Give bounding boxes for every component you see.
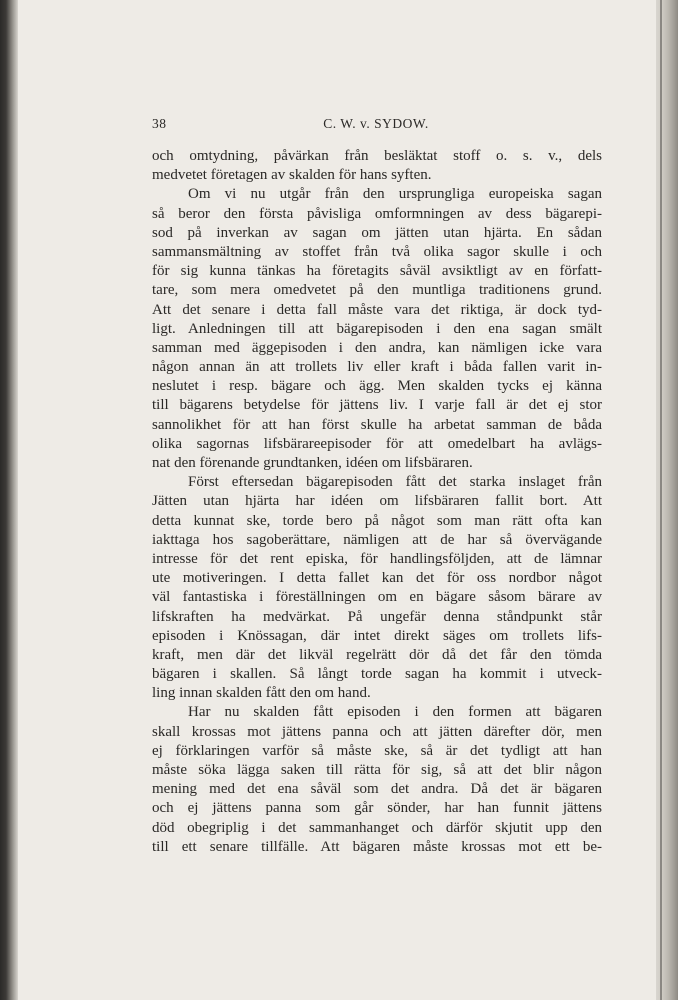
text-line: nat den förenande grundtanken, idéen om lifsbäraren. [152, 455, 473, 471]
text-line: kraft, men där det likväl regelrätt dör då det får den tömda [152, 646, 602, 663]
text-line: till ett senare tillfälle. Att bägaren måste krossas mot ett be- [152, 838, 602, 855]
text-line: episoden i Knössagan, där intet direkt säges om trollets lifs- [152, 627, 602, 644]
text-line: skall krossas mot jättens panna och att jätten därefter dör, men [152, 723, 602, 740]
text-line: ligt. Anledningen till att bägarepisoden i den ena sagan smält [152, 320, 602, 337]
text-line: bägaren i skallen. Så långt torde sagan ha kommit i utveck- [152, 666, 602, 683]
text-line: så beror den första påvisliga omformningen av dess bägarepi- [152, 205, 602, 222]
text-line: och omtydning, påvärkan från besläktat stoff o. s. v., dels [152, 148, 602, 164]
text-line: samman med äggepisoden i den andra, kan nämligen icke vara [152, 339, 602, 356]
text-line: död obegriplig i det sammanhanget och därför skjutit upp den [152, 819, 602, 836]
text-line: Har nu skalden fått episoden i den formen att bägaren [188, 704, 602, 721]
text-line: sannolikhet för att han först skulle ha arbetat samman de båda [152, 416, 602, 433]
text-line: ej förklaringen varför så måste ske, så är det tydligt att han [152, 742, 602, 759]
text-line: lifskraften ha medvärkat. På ungefär denna ståndpunkt står [152, 608, 602, 625]
text-line: någon annan än att trollets liv eller kraft i båda fallen varit in- [152, 359, 602, 376]
text-line: iakttaga hos sagoberättare, nämligen att de har så övervägande [152, 531, 602, 548]
running-title: C. W. v. SYDOW. [323, 116, 429, 131]
page-number: 38 [152, 116, 167, 131]
text-line: detta kunnat ske, torde bero på något som man rätt ofta kan [152, 512, 602, 529]
text-line: Att det senare i detta fall måste vara det riktiga, är dock tyd- [152, 301, 602, 318]
text-line: och ej jättens panna som går sönder, har han funnit jättens [152, 800, 602, 817]
text-line: mening med det ena såväl som det andra. Då det är bägaren [152, 781, 602, 798]
book-page [18, 0, 658, 1000]
next-page-edge [656, 0, 678, 1000]
text-line: Först eftersedan bägarepisoden fått det starka inslaget från [188, 474, 602, 491]
text-line: Om vi nu utgår från den ursprungliga europeiska sagan [188, 186, 602, 203]
text-line: sod på inverkan av sagan om jätten utan hjärta. En sådan [152, 224, 602, 241]
text-line: sammansmältning av stoffet från två olika sagor skulle i och [152, 243, 602, 260]
text-line: intresse för det rent episka, för handlingsföljden, att de lämnar [152, 550, 602, 567]
text-line: medvetet företagen av skalden för hans syften. [152, 167, 432, 184]
text-line: till bägarens betydelse för jättens liv. I varje fall är det ej stor [152, 397, 602, 414]
body-text [152, 147, 602, 857]
text-line: för sig kunna tänkas ha företagits såväl avsiktligt av en författ- [152, 263, 602, 280]
running-header [152, 116, 600, 136]
text-line: neslutet i resp. bägare och ägg. Men skalden tycks ej känna [152, 378, 602, 395]
text-line: måste söka lägga saken till rätta för sig, så att det blir någon [152, 762, 602, 778]
text-line: olika sagornas lifsbärareepisoder för att omedelbart ha avlägs- [152, 435, 602, 452]
text-line: ling innan skalden fått den om hand. [152, 685, 371, 702]
text-line: väl fantastiska i föreställningen om en bägare såsom bärare av [152, 589, 602, 606]
text-line: Jätten utan hjärta har idéen om lifsbäraren fallit bort. Att [152, 493, 602, 510]
text-line: ute motiveringen. I detta fallet kan det för oss nordbor något [152, 570, 602, 587]
text-line: tare, som mera omedvetet på den muntliga traditionens grund. [152, 282, 602, 299]
